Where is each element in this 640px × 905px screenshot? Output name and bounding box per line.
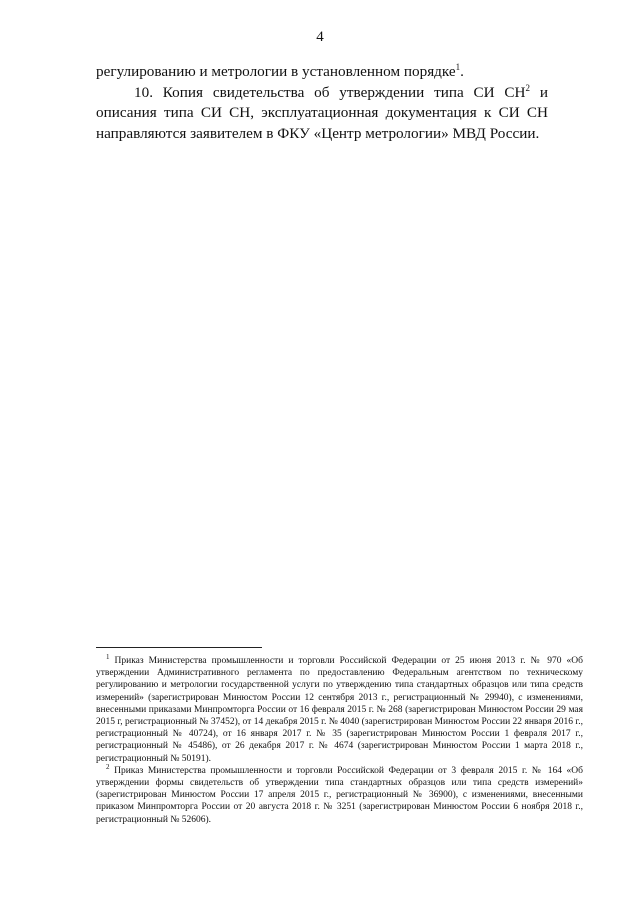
footnote-1 [96,655,583,765]
paragraph-end: . [460,63,464,80]
footnote-divider [96,647,262,648]
paragraph-text: регулированию и метрологии в установленном порядке [96,63,456,80]
footnote-text-2: Приказ Министерства промышленности и торговли Российской Федерации от 3 февраля 2015 г. № 164 «Об утверждении формы свидетельств об утверждении типа стандартных образцов или типа средств измерений» (зарегистрирован Минюстом России 17 апреля 2015 г., регистрационный № 36900), с изменениями, внесенными приказом Минпромторга России от 20 августа 2018 г. № 3251 (зарегистрирован Минюстом России 6 ноября 2018 г., регистрационный № 52606). [96,765,583,825]
footnote-ref-2[interactable]: 2 [525,82,531,93]
paragraph-continuation [96,62,548,83]
paragraph-10 [96,83,548,145]
paragraph-text-end: и описания типа СИ СН, эксплуатационная документация к СИ СН направляются заявителем в ФКУ «Центр метрологии» МВД России. [96,83,548,142]
footnote-2 [96,762,583,826]
footnote-marker-1: 1 [106,653,110,661]
paragraph-text-start: 10. Копия свидетельства об утверждении типа СИ СН [134,83,526,101]
footnote-text-1: Приказ Министерства промышленности и торговли Российской Федерации от 25 июня 2013 г. № 970 «Об утверждении Административного регламента по предоставлению Федеральным агентством по техническому регулированию и метрологии государственной услуги по утверждению типа стандартных образцов или типа средств измерений» (зарегистрирован Минюстом России 12 сентября 2013 г., регистрационный № 29940), с изменениями, внесенными приказами Минпромторга России от 16 февраля 2015 г. № 268 (зарегистрирован Минюстом России 29 мая 2015 г, регистрационный № 37452), от 14 декабря 2015 г. № 4040 (зарегистрирован Минюстом России 22 января 2016 г., регистрационный № 40724), от 16 января 2017 г. № 35 (зарегистрирован Минюстом России 1 февраля 2017 г., регистрационный № 45486), от 26 декабря 2017 г. № 4674 (зарегистрирован Минюстом России 1 марта 2018 г., регистрационный № 50191). [96,656,583,764]
page-number: 4 [316,29,324,45]
footnotes [96,655,583,826]
footnote-ref-1[interactable]: 1 [455,62,461,72]
body-text [96,62,548,144]
footnote-marker-2: 2 [106,762,110,771]
